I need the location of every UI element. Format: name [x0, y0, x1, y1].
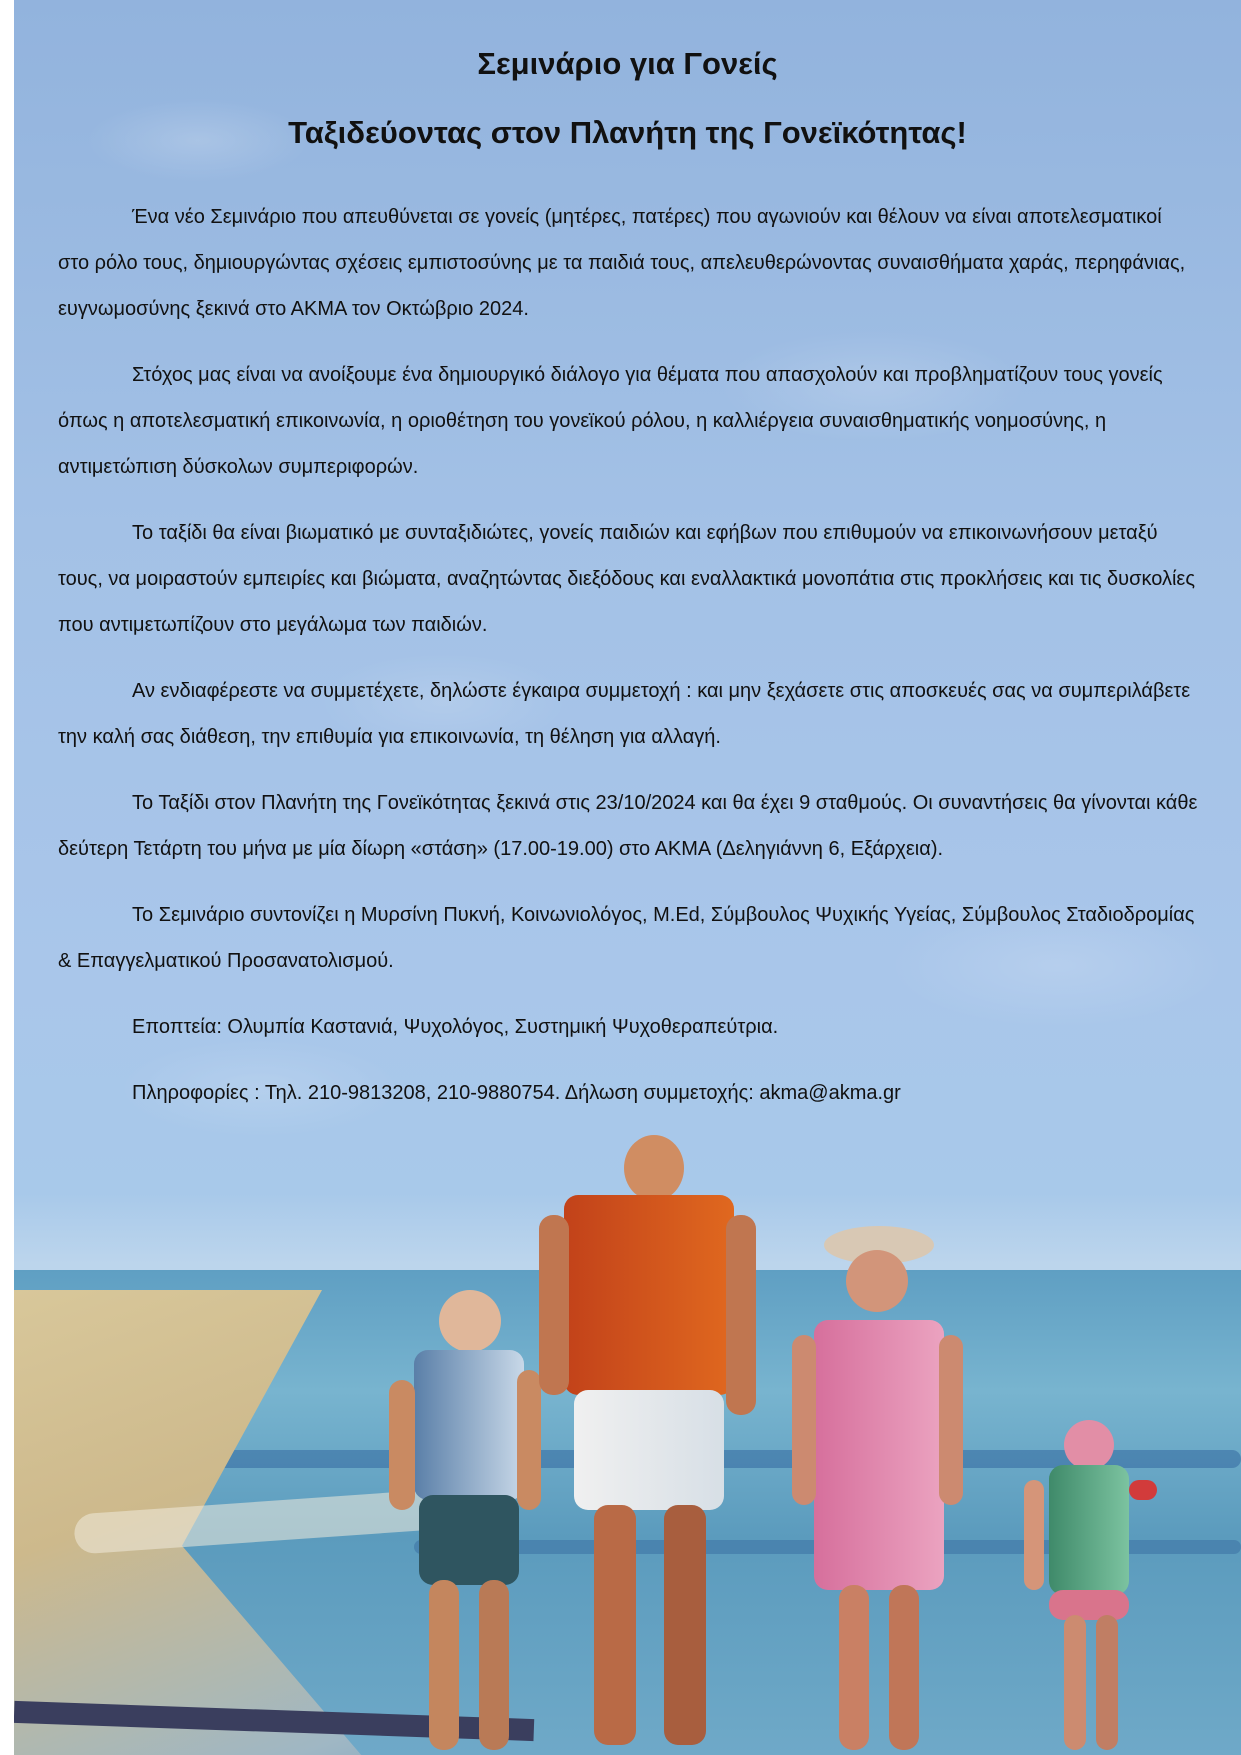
figure-girl: [1034, 1420, 1144, 1755]
paragraph-goals: Στόχος μας είναι να ανοίξουμε ένα δημιουργικό διάλογο για θέματα που απασχολούν και προβληματίζουν τους γονείς όπως η αποτελεσματική επικοινωνία, η οριοθέτηση του γονεϊκού ρόλου, η καλλιέργεια συναισθηματικής νοημοσύνης, η αντιμετώπιση δύσκολων συμπεριφορών.: [58, 364, 1163, 478]
figure-boy: [399, 1290, 549, 1755]
paragraph-coordinator: Το Σεμινάριο συντονίζει η Μυρσίνη Πυκνή, Κοινωνιολόγος, M.Ed, Σύμβουλος Ψυχικής Υγείας, Σύμβουλος Σταδιοδρομίας & Επαγγελματικού Προσανατολισμού.: [58, 904, 1195, 972]
paragraph-journey: Το ταξίδι θα είναι βιωματικό με συνταξιδιώτες, γονείς παιδιών και εφήβων που επιθυμούν να επικοινωνήσουν μεταξύ τους, να μοιραστούν εμπειρίες και βιώματα, αναζητώντας διεξόδους και εναλλακτικά μονοπάτια στις προκλήσεις και τις δυσκολίες που αντιμετωπίζουν στο μεγάλωμα των παιδιών.: [58, 522, 1195, 636]
paragraph-participation: Αν ενδιαφέρεστε να συμμετέχετε, δηλώστε έγκαιρα συμμετοχή : και μην ξεχάσετε στις αποσκευές σας να συμπεριλάβετε την καλή σας διάθεση, την επιθυμία για επικοινωνία, τη θέληση για αλλαγή.: [58, 680, 1191, 748]
paragraph-schedule: Το Ταξίδι στον Πλανήτη της Γονεϊκότητας ξεκινά στις 23/10/2024 και θα έχει 9 σταθμούς. Οι συναντήσεις θα γίνονται κάθε δεύτερη Τετάρτη του μήνα με μία δίωρη «στάση» (17.00-19.00) στο ΑΚΜΑ (Δεληγιάννη 6, Εξάρχεια).: [58, 792, 1198, 860]
figure-woman: [804, 1240, 954, 1755]
flyer-page: [14, 0, 1241, 1755]
paragraph-intro: Ένα νέο Σεμινάριο που απευθύνεται σε γονείς (μητέρες, πατέρες) που αγωνιούν και θέλουν να είναι αποτελεσματικοί στο ρόλο τους, δημιουργώντας σχέσεις εμπιστοσύνης με τα παιδιά τους, απελευθερώνοντας συναισθήματα χαράς, περηφάνιας, ευγνωμοσύνης ξεκινά στο ΑΚΜΑ τον Οκτώβριο 2024.: [58, 206, 1186, 320]
paragraph-contact: Πληροφορίες : Τηλ. 210-9813208, 210-9880754. Δήλωση συμμετοχής: akma@akma.gr: [132, 1082, 901, 1104]
figure-man: [554, 1135, 744, 1755]
page-title: Σεμινάριο για Γονείς: [477, 46, 778, 81]
paragraph-supervision: Εποπτεία: Ολυμπία Καστανιά, Ψυχολόγος, Συστημική Ψυχοθεραπεύτρια.: [132, 1016, 779, 1038]
page-subtitle: Ταξιδεύοντας στον Πλανήτη της Γονεϊκότητας!: [288, 115, 967, 150]
beach-painting-image: [14, 1150, 1241, 1755]
body-text: [58, 194, 1198, 1136]
